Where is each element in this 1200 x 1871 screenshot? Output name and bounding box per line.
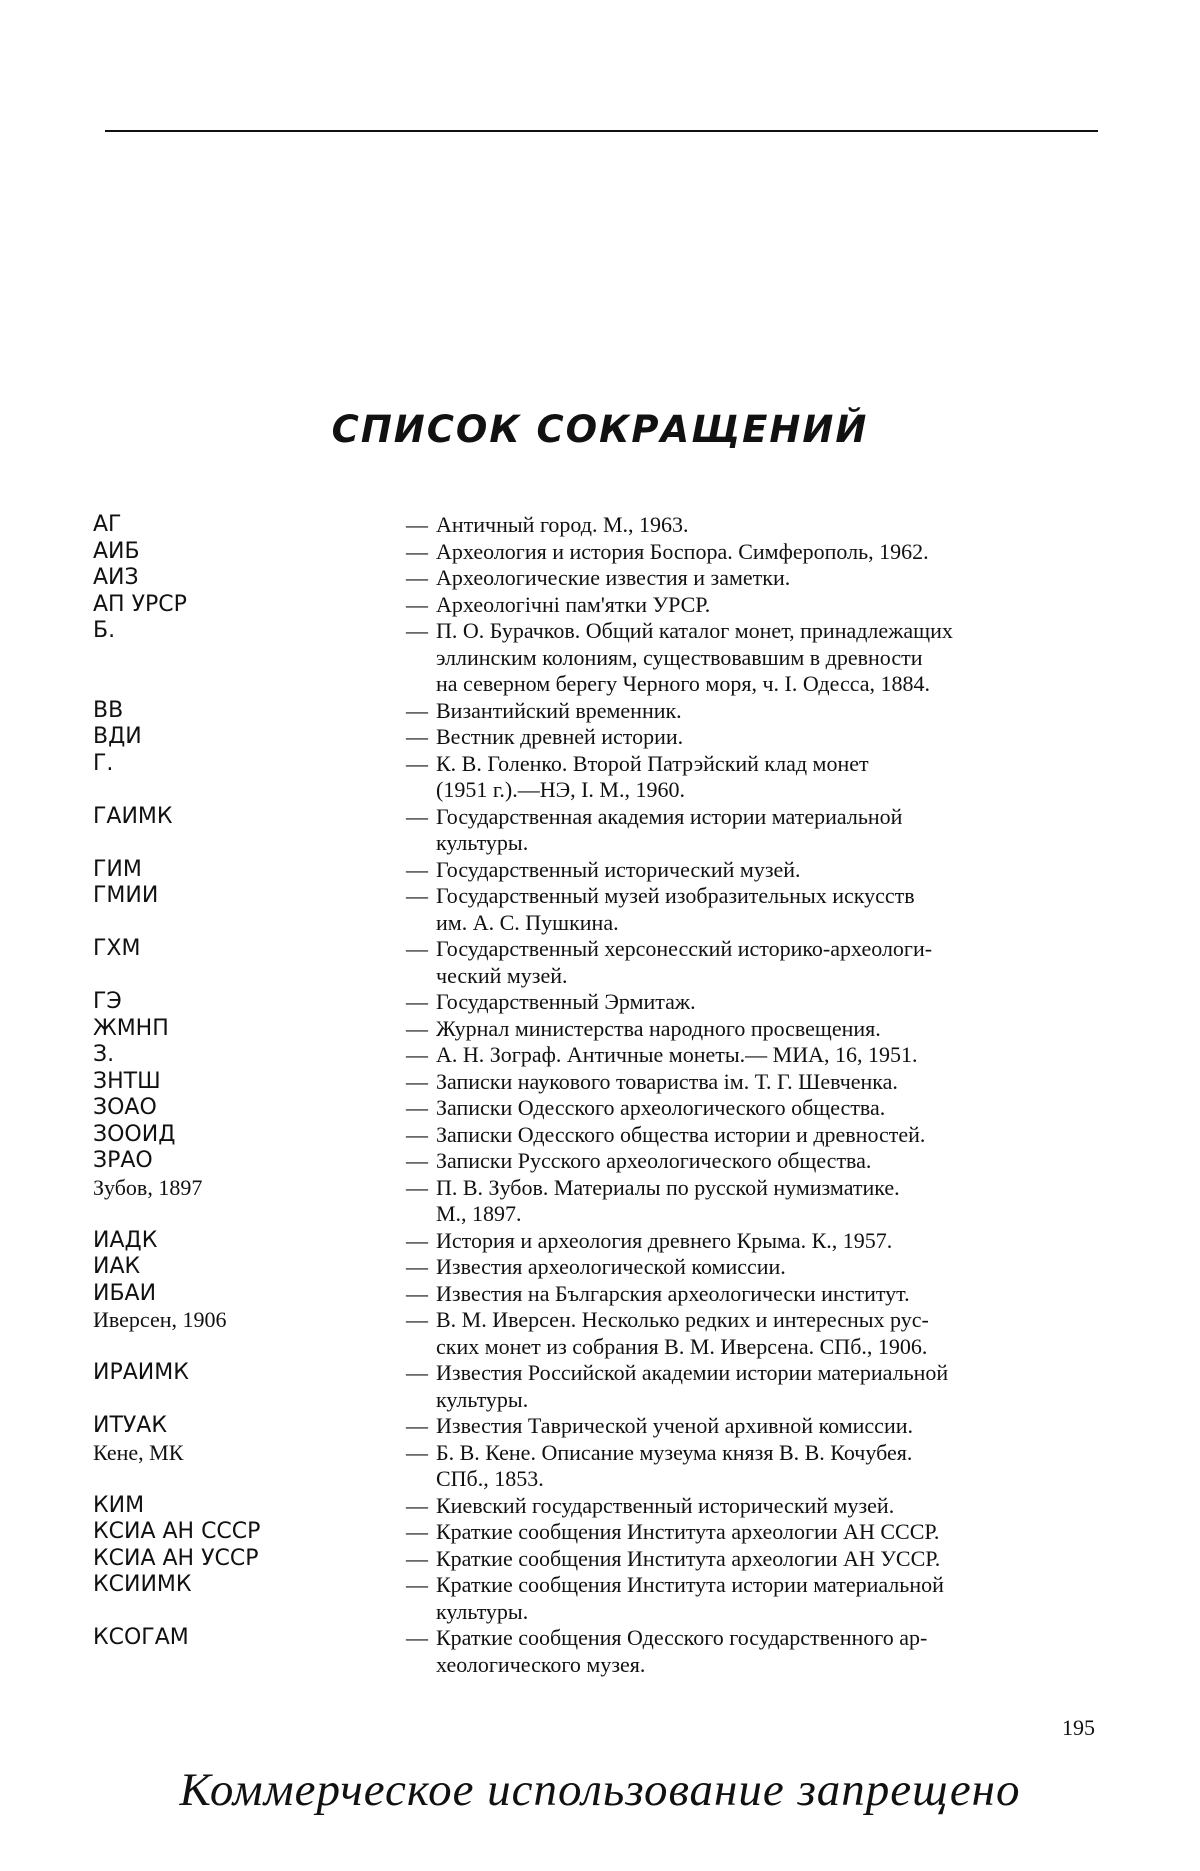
abbreviation-dash: —	[406, 697, 428, 723]
definition-line: Известия Российской академии истории материальной	[436, 1360, 949, 1385]
abbreviation-definition	[436, 1122, 1103, 1149]
abbreviation-definition	[436, 539, 1103, 566]
abbreviation-entry	[93, 1175, 1103, 1228]
abbreviation-dash: —	[406, 1042, 428, 1067]
abbreviation-term: КСИА АН СССР	[93, 1519, 261, 1544]
abbreviation-definition	[436, 1148, 1103, 1175]
definition-line: Государственный Эрмитаж.	[436, 989, 696, 1014]
definition-line: Краткие сообщения Института истории материальной	[436, 1572, 944, 1597]
abbreviation-definition	[436, 592, 1103, 619]
definition-line: на северном берегу Черного моря, ч. I. Одесса, 1884.	[436, 671, 931, 696]
abbreviation-dash: —	[406, 1068, 428, 1094]
abbreviation-dash: —	[406, 565, 428, 590]
definition-line: Известия на Българския археологически институт.	[436, 1280, 910, 1306]
abbreviation-entry	[93, 592, 1103, 619]
abbreviation-term: ВДИ	[93, 724, 142, 749]
definition-line: Записки Русского археологического общества.	[436, 1148, 872, 1173]
watermark-notice: Коммерческое использование запрещено	[179, 1764, 1021, 1816]
abbreviation-term: ЗОАО	[93, 1095, 157, 1120]
abbreviation-term: ИТУАК	[93, 1413, 167, 1438]
abbreviation-entry	[93, 1016, 1103, 1043]
abbreviation-dash: —	[406, 1625, 428, 1650]
abbreviation-definition	[436, 1254, 1103, 1281]
abbreviation-entry	[93, 1122, 1103, 1149]
abbreviation-entry	[93, 1413, 1103, 1440]
definition-line: культуры.	[436, 1598, 529, 1624]
definition-line: Византийский временник.	[436, 697, 682, 723]
abbreviation-definition	[436, 1572, 1103, 1625]
abbreviation-definition	[436, 1493, 1103, 1520]
abbreviation-term: ЖМНП	[93, 1015, 169, 1041]
abbreviation-entry	[93, 1546, 1103, 1573]
abbreviation-dash: —	[406, 989, 428, 1014]
abbreviation-term: ВВ	[93, 697, 124, 723]
abbreviation-term: Иверсен, 1906	[93, 1307, 227, 1332]
abbreviation-dash: —	[406, 883, 428, 908]
definition-line: Государственный исторический музей.	[436, 856, 801, 882]
abbreviation-entry	[93, 1493, 1103, 1520]
abbreviation-definition	[436, 989, 1103, 1016]
abbreviation-term: З.	[93, 1042, 115, 1067]
abbreviation-term: ГАИМК	[93, 803, 173, 829]
abbreviation-definition	[436, 1360, 1103, 1413]
abbreviation-dash: —	[406, 1227, 428, 1253]
definition-line: им. А. С. Пушкина.	[436, 909, 619, 935]
definition-line: СПб., 1853.	[436, 1466, 544, 1491]
abbreviation-definition	[436, 1016, 1103, 1043]
abbreviation-definition	[436, 512, 1103, 539]
definition-line: М., 1897.	[436, 1201, 522, 1226]
top-rule	[105, 130, 1098, 132]
definition-line: культуры.	[436, 1386, 529, 1412]
definition-line: А. Н. Зограф. Античные монеты.— МИА, 16, 1951.	[436, 1042, 918, 1067]
definition-line: Записки наукового товариства iм. Т. Г. Шевченка.	[436, 1068, 898, 1094]
definition-line: Античный город. М., 1963.	[436, 512, 689, 537]
abbreviation-entry	[93, 1307, 1103, 1360]
abbreviation-definition	[436, 1307, 1103, 1360]
abbreviation-dash: —	[406, 538, 428, 564]
definition-line: Археологiчнi пам'ятки УРСР.	[436, 591, 711, 617]
abbreviation-entry	[93, 565, 1103, 592]
abbreviation-dash: —	[406, 724, 428, 749]
abbreviation-entry	[93, 883, 1103, 936]
abbreviation-term: Зубов, 1897	[93, 1174, 203, 1200]
abbreviation-dash: —	[406, 1148, 428, 1173]
page-title: СПИСОК СОКРАЩЕНИЙ	[331, 408, 869, 451]
abbreviation-definition	[436, 1413, 1103, 1440]
definition-line: Киевский государственный исторический музей.	[436, 1492, 895, 1518]
definition-line: Б. В. Кене. Описание музеума князя В. В. Кочубея.	[436, 1439, 913, 1465]
abbreviation-entry	[93, 751, 1103, 804]
abbreviation-dash: —	[406, 1280, 428, 1306]
abbreviation-term: ИАК	[93, 1254, 141, 1279]
abbreviation-dash: —	[406, 856, 428, 882]
abbreviation-definition	[436, 698, 1103, 725]
abbreviation-entry	[93, 1095, 1103, 1122]
abbreviation-entry	[93, 1519, 1103, 1546]
abbreviation-dash: —	[406, 1413, 428, 1438]
abbreviation-term: КИМ	[93, 1492, 145, 1518]
abbreviation-term: АИБ	[93, 538, 140, 564]
definition-line: Государственный музей изобразительных искусств	[436, 883, 915, 908]
abbreviation-dash: —	[406, 1360, 428, 1385]
definition-line: ческий музей.	[436, 962, 568, 988]
definition-line: Археологические известия и заметки.	[436, 565, 791, 590]
abbreviation-entry	[93, 1281, 1103, 1308]
abbreviation-definition	[436, 1281, 1103, 1308]
definition-line: Краткие сообщения Института археологии АН СССР.	[436, 1519, 940, 1544]
abbreviation-entry	[93, 618, 1103, 698]
abbreviation-term: ИРАИМК	[93, 1360, 189, 1385]
abbreviation-term: АИЗ	[93, 565, 139, 590]
abbreviation-definition	[436, 883, 1103, 936]
definition-line: хеологического музея.	[436, 1651, 646, 1677]
abbreviation-term: ИБАИ	[93, 1280, 157, 1306]
abbreviation-entry	[93, 1069, 1103, 1096]
definition-line: П. В. Зубов. Материалы по русской нумизматике.	[436, 1174, 900, 1200]
definition-line: Государственный херсонесский историко-археологи-	[436, 936, 933, 961]
abbreviation-entry	[93, 1042, 1103, 1069]
abbreviation-definition	[436, 1625, 1103, 1678]
abbreviation-definition	[436, 857, 1103, 884]
definition-line: ских монет из собрания В. М. Иверсена. СПб., 1906.	[436, 1333, 928, 1359]
definition-line: культуры.	[436, 830, 529, 855]
abbreviation-dash: —	[406, 591, 428, 617]
abbreviation-entry	[93, 724, 1103, 751]
abbreviation-dash: —	[406, 1439, 428, 1465]
definition-line: (1951 г.).—НЭ, I. М., 1960.	[436, 777, 685, 802]
abbreviation-dash: —	[406, 512, 428, 537]
abbreviation-entry	[93, 857, 1103, 884]
abbreviation-dash: —	[406, 1519, 428, 1544]
abbreviation-definition	[436, 804, 1103, 857]
abbreviation-entry	[93, 1440, 1103, 1493]
abbreviation-term: Кене, МК	[93, 1439, 184, 1465]
definition-line: Вестник древней истории.	[436, 724, 684, 749]
abbreviation-term: ЗРАО	[93, 1148, 153, 1173]
abbreviation-term: КСИА АН УССР	[93, 1545, 259, 1571]
definition-line: Краткие сообщения Одесского государственного ар-	[436, 1625, 928, 1650]
definition-line: Государственная академия истории материальной	[436, 803, 903, 829]
abbreviation-dash: —	[406, 618, 428, 643]
abbreviation-entry	[93, 1228, 1103, 1255]
definition-line: К. В. Голенко. Второй Патрэйский клад монет	[436, 750, 869, 776]
abbreviation-entry	[93, 989, 1103, 1016]
abbreviation-term: Г.	[93, 750, 114, 776]
abbreviation-dash: —	[406, 750, 428, 776]
abbreviation-dash: —	[406, 803, 428, 829]
abbreviation-definition	[436, 751, 1103, 804]
abbreviation-list	[93, 512, 1103, 1678]
abbreviation-dash: —	[406, 1174, 428, 1200]
abbreviation-definition	[436, 724, 1103, 751]
abbreviation-term: ГИМ	[93, 856, 142, 882]
definition-line: В. М. Иверсен. Несколько редких и интересных рус-	[436, 1307, 929, 1332]
definition-line: эллинским колониям, существовавшим в древности	[436, 644, 923, 670]
definition-line: Археология и история Боспора. Симферополь, 1962.	[436, 538, 929, 564]
abbreviation-definition	[436, 1546, 1103, 1573]
abbreviation-definition	[436, 936, 1103, 989]
abbreviation-term: КСИИМК	[93, 1572, 192, 1597]
definition-line: История и археология древнего Крыма. К., 1957.	[436, 1227, 893, 1253]
abbreviation-entry	[93, 698, 1103, 725]
abbreviation-term: ГЭ	[93, 989, 122, 1014]
abbreviation-definition	[436, 1042, 1103, 1069]
definition-line: Журнал министерства народного просвещения.	[436, 1015, 881, 1041]
abbreviation-dash: —	[406, 1015, 428, 1041]
abbreviation-entry	[93, 1254, 1103, 1281]
abbreviation-dash: —	[406, 1095, 428, 1120]
abbreviation-term: ИАДК	[93, 1227, 158, 1253]
abbreviation-definition	[436, 618, 1103, 698]
abbreviation-entry	[93, 512, 1103, 539]
abbreviation-definition	[436, 1440, 1103, 1493]
abbreviation-entry	[93, 539, 1103, 566]
definition-line: Известия археологической комиссии.	[436, 1254, 786, 1279]
abbreviation-term: ГХМ	[93, 936, 141, 961]
abbreviation-dash: —	[406, 1254, 428, 1279]
abbreviation-dash: —	[406, 1545, 428, 1571]
abbreviation-dash: —	[406, 1492, 428, 1518]
abbreviation-entry	[93, 1625, 1103, 1678]
abbreviation-entry	[93, 1148, 1103, 1175]
abbreviation-definition	[436, 1228, 1103, 1255]
abbreviation-dash: —	[406, 1121, 428, 1147]
abbreviation-term: ЗНТШ	[93, 1068, 161, 1094]
definition-line: Краткие сообщения Института археологии АН УССР.	[436, 1545, 941, 1571]
abbreviation-definition	[436, 1519, 1103, 1546]
abbreviation-definition	[436, 1175, 1103, 1228]
abbreviation-term: АП УРСР	[93, 591, 187, 617]
abbreviation-term: ГМИИ	[93, 883, 159, 908]
page-number: 195	[1062, 1715, 1095, 1740]
abbreviation-definition	[436, 1069, 1103, 1096]
abbreviation-definition	[436, 565, 1103, 592]
definition-line: Записки Одесского археологического общества.	[436, 1095, 886, 1120]
abbreviation-entry	[93, 1572, 1103, 1625]
abbreviation-entry	[93, 804, 1103, 857]
abbreviation-term: АГ	[93, 512, 122, 537]
abbreviation-dash: —	[406, 1307, 428, 1332]
abbreviation-term: ЗООИД	[93, 1121, 176, 1147]
abbreviation-entry	[93, 1360, 1103, 1413]
abbreviation-dash: —	[406, 1572, 428, 1597]
definition-line: Известия Таврической ученой архивной комиссии.	[436, 1413, 913, 1438]
abbreviation-term: КСОГАМ	[93, 1625, 189, 1650]
abbreviation-dash: —	[406, 936, 428, 961]
abbreviation-entry	[93, 936, 1103, 989]
abbreviation-definition	[436, 1095, 1103, 1122]
definition-line: Записки Одесского общества истории и древностей.	[436, 1121, 926, 1147]
definition-line: П. О. Бурачков. Общий каталог монет, принадлежащих	[436, 618, 953, 643]
abbreviation-term: Б.	[93, 618, 116, 643]
